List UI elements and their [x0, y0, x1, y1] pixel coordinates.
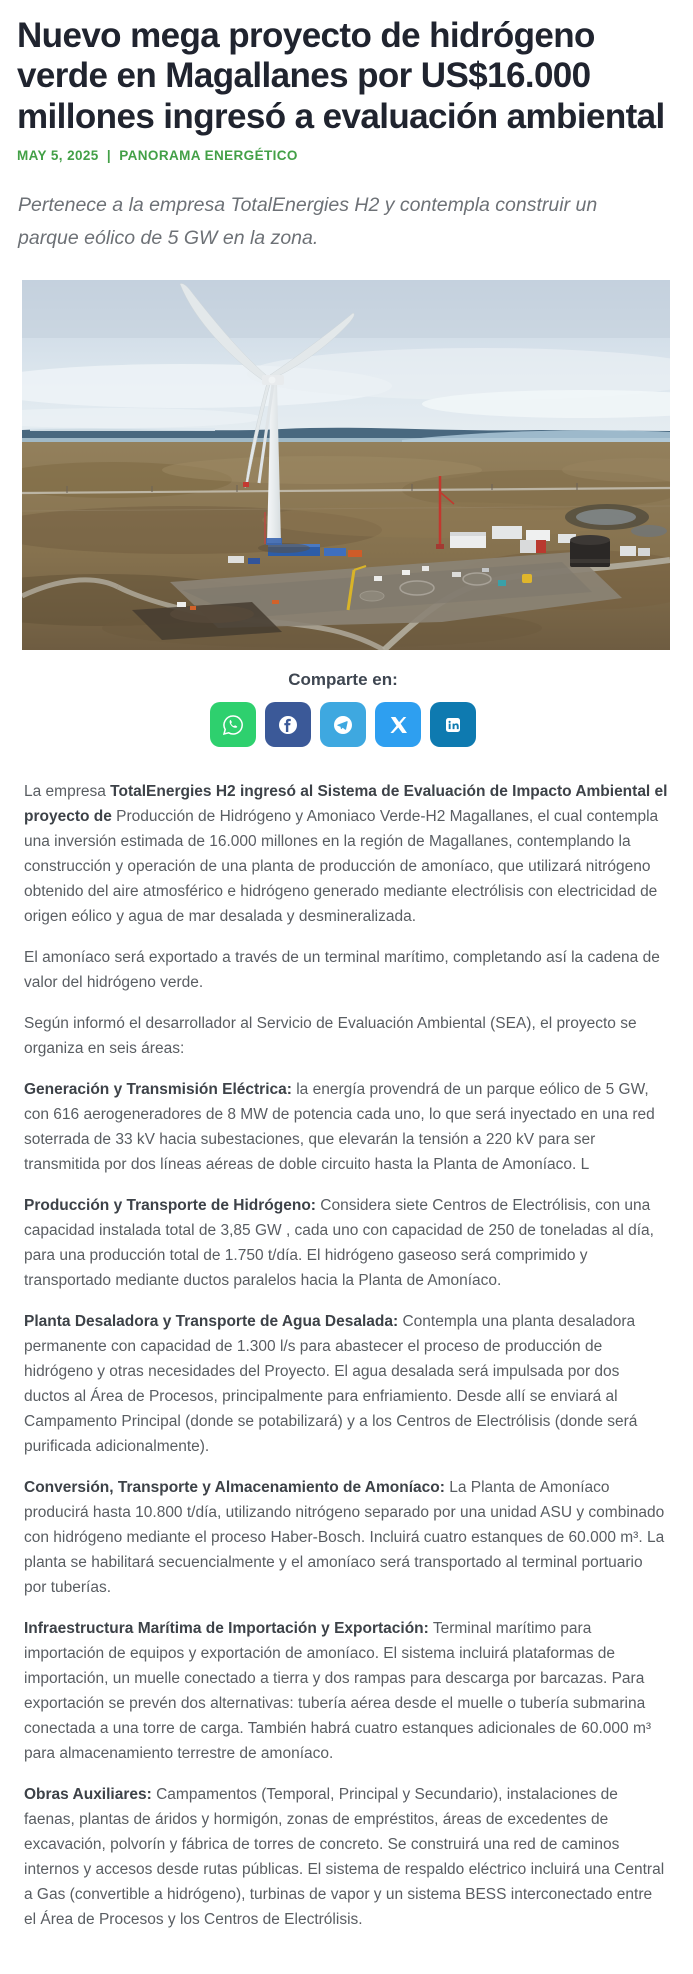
- paragraph-bold-text: Producción y Transporte de Hidrógeno:: [24, 1197, 316, 1215]
- share-facebook-button[interactable]: [265, 702, 311, 747]
- paragraph-text: Campamentos (Temporal, Principal y Secundario), instalaciones de faenas, plantas de áridos y hormigón, zonas de empréstitos, áreas de excedentes de excavación, polvorín y fábrica de torres de concreto. Se construirá una red de caminos internos y accesos desde rutas públicas. El sistema de respaldo eléctrico incluirá una Central a Gas (convertible a hidrógeno), turbinas de vapor y un sistema BESS interconectado entre el Área de Procesos y los Centros de Electrólisis.: [24, 1786, 665, 1929]
- paragraph-bold-text: Generación y Transmisión Eléctrica:: [24, 1081, 292, 1099]
- article-paragraph: [24, 945, 668, 995]
- meta-separator: |: [106, 147, 112, 163]
- paragraph-text: La empresa: [24, 783, 111, 801]
- share-buttons: [17, 702, 669, 747]
- wind-turbine-photo: [22, 280, 670, 650]
- paragraph-text: La Planta de Amoníaco producirá hasta 10.800 t/día, utilizando nitrógeno separado por una unidad ASU y combinado con hidrógeno mediante el proceso Haber-Bosch. Incluirá cuatro estanques de 60.000 m³. La planta se habilitará secuencialmente y el amoníaco será transportado al terminal portuario por tuberías.: [24, 1479, 665, 1597]
- paragraph-text: El amoníaco será exportado a través de un terminal marítimo, completando así la cadena de valor del hidrógeno verde.: [24, 949, 660, 992]
- article-paragraph: [24, 1782, 668, 1932]
- paragraph-bold-text: TotalEnergies H2 ingresó al Sistema de Evaluación de Impacto Ambiental el proyecto de: [24, 783, 668, 826]
- page-title: Nuevo mega proyecto de hidrógeno verde en Magallanes por US$16.000 millones ingresó a evaluación ambiental: [17, 16, 665, 136]
- x-icon: [386, 713, 410, 737]
- paragraph-text: la energía provendrá de un parque eólico de 5 GW, con 616 aerogeneradores de 8 MW de potencia cada uno, lo que será inyectado en una red soterrada de 33 kV hacia subestaciones, que elevarán la tensión a 220 kV para ser transmitida por dos líneas aéreas de doble circuito hasta la Planta de Amoníaco. L: [24, 1081, 655, 1174]
- paragraph-text: Contempla una planta desaladora permanente con capacidad de 1.300 l/s para abastecer el proceso de producción de hidrógeno y otras necesidades del Proyecto. El agua desalada será impulsada por dos ductos al Área de Procesos, principalmente para enfriamiento. Desde allí se enviará al Campamento Principal (donde se potabilizará) y a los Centros de Electrólisis (donde será purificada adicionalmente).: [24, 1313, 638, 1456]
- share-label: Comparte en:: [288, 670, 398, 690]
- article-body: [24, 779, 668, 1932]
- linkedin-icon: [441, 713, 465, 737]
- article-paragraph: [24, 1616, 668, 1766]
- article-paragraph: [24, 1475, 668, 1600]
- facebook-icon: [276, 713, 300, 737]
- article-subtitle: Pertenece a la empresa TotalEnergies H2 y contempla construir un parque eólico de 5 GW en la zona.: [18, 193, 598, 249]
- article-paragraph: [24, 1077, 668, 1177]
- whatsapp-icon: [221, 713, 245, 737]
- paragraph-text: Producción de Hidrógeno y Amoniaco Verde-H2 Magallanes, el cual contempla una inversión estimada de 16.000 millones en la región de Magallanes, contemplando la construcción y operación de una planta de producción de amoníaco, que utilizará nitrógeno obtenido del aire atmosférico e hidrógeno generado mediante electrólisis con electricidad de origen eólico y agua de mar desalada y desmineralizada.: [24, 808, 659, 926]
- paragraph-text: Terminal marítimo para importación de equipos y exportación de amoníaco. El sistema incluirá plataformas de importación, un muelle conectado a tierra y dos rampas para descarga por barcazas. Para exportación se prevén dos alternativas: tubería aérea desde el muelle o tubería submarina conectada a una torre de carga. También habrá cuatro estanques adicionales de 60.000 m³ para almacenamiento terrestre de amoníaco.: [24, 1620, 652, 1763]
- article-paragraph: [24, 779, 668, 929]
- share-x-button[interactable]: [375, 702, 421, 747]
- article-paragraph: [24, 1309, 668, 1459]
- article-paragraph: [24, 1193, 668, 1293]
- article-meta: [17, 148, 669, 163]
- share-whatsapp-button[interactable]: [210, 702, 256, 747]
- article-date: MAY 5, 2025: [17, 147, 99, 163]
- article-paragraph: [24, 1011, 668, 1061]
- paragraph-bold-text: Obras Auxiliares:: [24, 1786, 152, 1804]
- paragraph-bold-text: Planta Desaladora y Transporte de Agua Desalada:: [24, 1313, 399, 1331]
- category-link[interactable]: PANORAMA ENERGÉTICO: [119, 147, 298, 163]
- paragraph-text: Considera siete Centros de Electrólisis, con una capacidad instalada total de 3,85 GW , cada uno con capacidad de 250 de toneladas al día, para una producción total de 1.750 t/día. El hidrógeno gaseoso será comprimido y transportado mediante ductos paralelos hacia la Planta de Amoníaco.: [24, 1197, 654, 1290]
- paragraph-text: Según informó el desarrollador al Servicio de Evaluación Ambiental (SEA), el proyecto se organiza en seis áreas:: [24, 1015, 637, 1058]
- paragraph-bold-text: Infraestructura Marítima de Importación y Exportación:: [24, 1620, 429, 1638]
- share-linkedin-button[interactable]: [430, 702, 476, 747]
- hero-image: [22, 280, 670, 650]
- telegram-icon: [331, 713, 355, 737]
- paragraph-bold-text: Conversión, Transporte y Almacenamiento de Amoníaco:: [24, 1479, 445, 1497]
- share-section: [17, 670, 669, 747]
- share-telegram-button[interactable]: [320, 702, 366, 747]
